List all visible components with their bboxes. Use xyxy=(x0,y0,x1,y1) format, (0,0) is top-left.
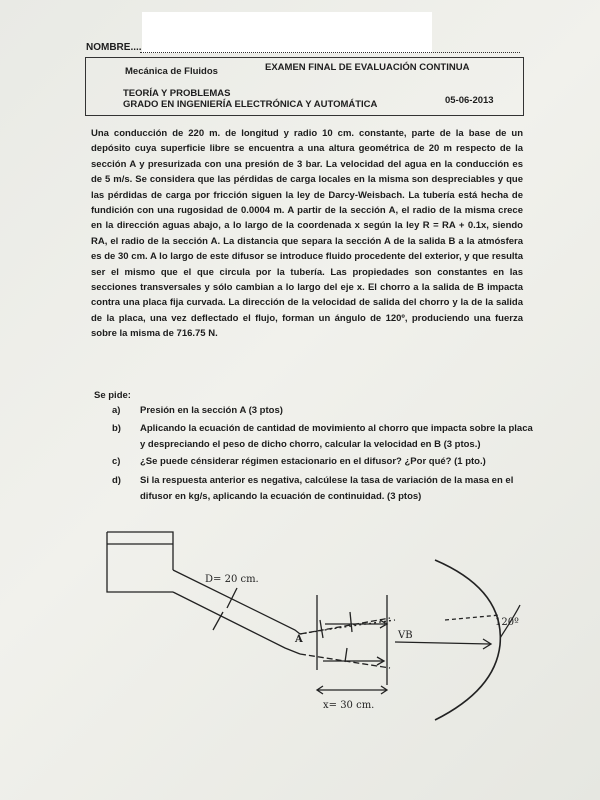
question-text: Aplicando la ecuación de cantidad de movimiento al chorro que impacta sobre la placa y despreciando el peso de dicho chorro, calcular la velocidad en B (3 ptos.) xyxy=(140,423,533,450)
diffuser-wall-top xyxy=(300,618,390,634)
question-letter: c) xyxy=(112,456,121,467)
exam-date: 05-06-2013 xyxy=(445,95,494,106)
question-text: Presión en la sección A (3 ptos) xyxy=(140,405,283,416)
problem-statement: Una conducción de 220 m. de longitud y radio 10 cm. constante, parte de la base de un depósito cuya superficie libre se encuentra a una altura geométrica de 20 m respecto de la sección A y presurizada con una presión de 3 bar. La velocidad del agua en la conducción es de 5 m/s. Se considera que las pérdidas de carga locales en la misma son despreciables y que las pérdidas de carga por fricción siguen la ley de Darcy-Weisbach. La tubería está hecha de fundición con una rugosidad de 0.0004 m. A partir de la sección A, el radio de la misma crece en la dirección aguas abajo, a lo largo de la coordenada x según la ley R = RA + 0.1x, siendo RA, el radio de la sección A. La distancia que separa la sección A de la salida B a la atmósfera es de 30 cm. A lo largo de este difusor se introduce fluido procedente del exterior, y que resulta ser el mismo que el que circula por la tubería. Las propiedades son constantes en las secciones transversales y sólo cambian a lo largo del eje x. El chorro a la salida de B impacta contra una placa fija curvada. La dirección de la velocidad de salida del chorro y la de la salida de la placa, una vez deflectado el flujo, forman un ángulo de 120º, produciendo una fuerza sobre la misma de 716.75 N. xyxy=(91,128,523,340)
asks-label: Se pide: xyxy=(94,390,131,401)
pipe-diffuser-figure xyxy=(95,520,535,750)
curved-plate xyxy=(435,560,500,720)
name-label: NOMBRE.... xyxy=(86,42,142,53)
name-dotted-line xyxy=(140,52,520,53)
jet-arrow xyxy=(395,642,490,644)
length-label: x= 30 cm. xyxy=(323,700,375,711)
section-a-label: A xyxy=(295,634,303,645)
question-text: Si la respuesta anterior es negativa, calcúlese la tasa de variación de la masa en el difusor en kg/s, aplicando la ecuación de continuidad. (3 ptos) xyxy=(140,475,514,502)
question-text: ¿Se puede cénsiderar régimen estacionario en el difusor? ¿Por qué? (1 pto.) xyxy=(140,456,486,467)
tank xyxy=(107,532,173,592)
diameter-label: D= 20 cm. xyxy=(205,574,259,585)
velocity-label: VB xyxy=(398,630,413,641)
question-letter: b) xyxy=(112,423,121,434)
course-name: Mecánica de Fluidos xyxy=(125,66,218,77)
angle-label: 120º xyxy=(495,617,519,628)
question-letter: a) xyxy=(112,405,121,416)
question-letter: d) xyxy=(112,475,121,486)
degree-title: GRADO EN INGENIERÍA ELECTRÓNICA Y AUTOMÁTICA xyxy=(123,99,378,110)
exam-title: EXAMEN FINAL DE EVALUACIÓN CONTINUA xyxy=(265,62,470,73)
redacted-name-box xyxy=(142,12,432,53)
section-title: TEORÍA Y PROBLEMAS xyxy=(123,88,231,99)
